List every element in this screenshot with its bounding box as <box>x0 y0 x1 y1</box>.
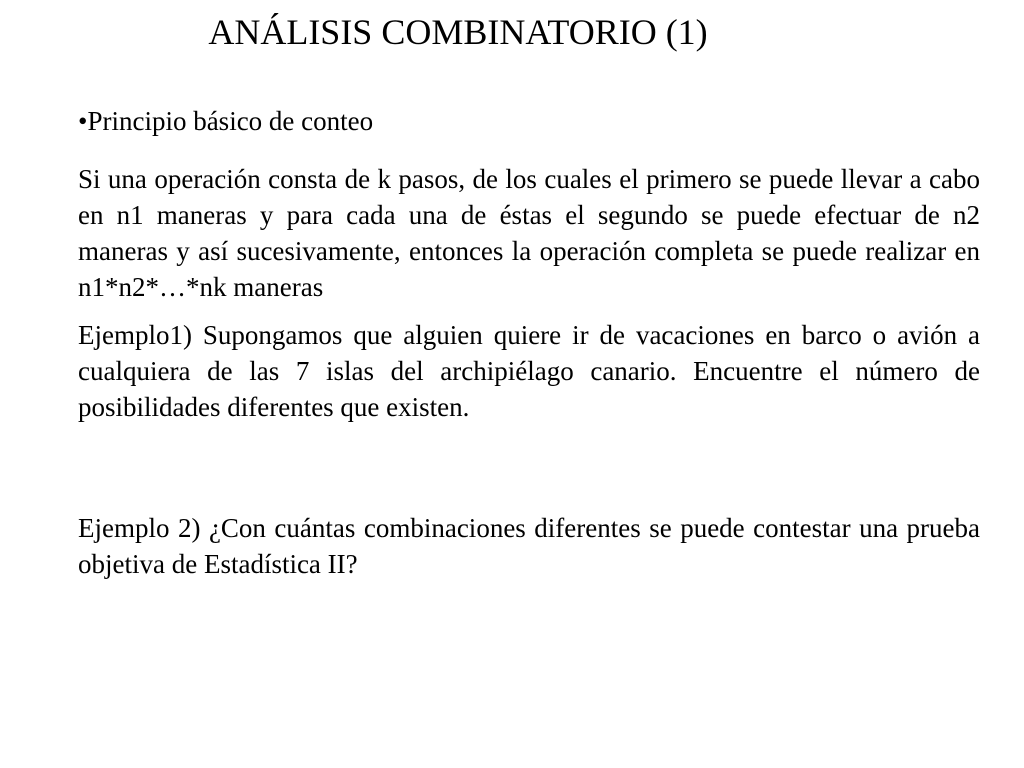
slide-title: ANÁLISIS COMBINATORIO (1) <box>208 12 708 52</box>
bullet-marker: • <box>78 106 88 136</box>
principle-paragraph-last-line: n1*n2*…*nk maneras <box>78 272 324 302</box>
example-1-paragraph: Ejemplo1) Supongamos que alguien quiere ir de vacaciones en barco o avión a cualquiera de las 7 islas del archipiélago canario. Encuentre el número de posibilidades diferentes que existen. <box>78 320 980 422</box>
bullet-heading-text: Principio básico de conteo <box>87 106 374 136</box>
bullet-heading <box>78 103 980 139</box>
example-2-paragraph: Ejemplo 2) ¿Con cuántas combinaciones diferentes se puede contestar una prueba objetiva de Estadística II? <box>78 513 980 579</box>
slide-content <box>78 103 980 582</box>
principle-paragraph: Si una operación consta de k pasos, de los cuales el primero se puede llevar a cabo en n1 maneras y para cada una de éstas el segundo se puede efectuar de n2 maneras y así sucesivamente, entonces la operación completa se puede realizar en <box>78 164 980 266</box>
